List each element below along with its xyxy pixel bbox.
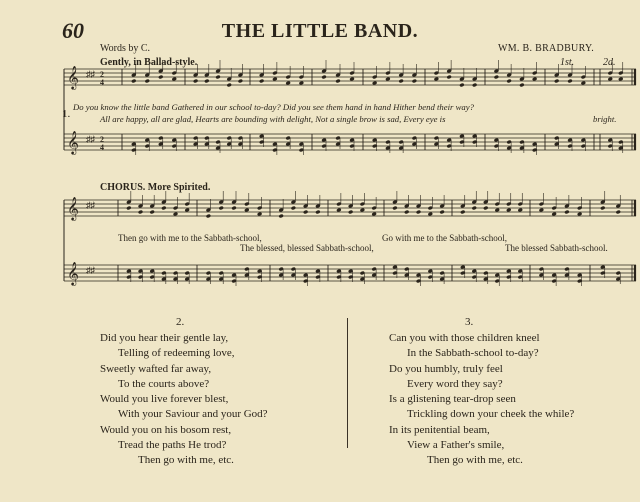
note-head <box>460 210 465 215</box>
verse-line: Do you humbly, truly feel <box>389 362 503 375</box>
note-head <box>272 77 277 82</box>
verse-line: Would you live forever blest, <box>100 393 229 406</box>
verse-line: In its penitential beam, <box>389 423 490 436</box>
note-head <box>472 206 477 211</box>
note-head <box>204 79 209 84</box>
note-head <box>193 79 198 84</box>
note-head <box>315 210 320 215</box>
treble-clef-icon: 𝄞 <box>67 130 79 154</box>
note-head <box>581 81 586 86</box>
note-head <box>616 210 621 215</box>
note-head <box>238 79 243 84</box>
note-head <box>138 210 143 215</box>
verse-3-text <box>389 331 574 469</box>
verse-line: To the courts above? <box>118 377 210 390</box>
note-head <box>299 81 304 86</box>
note-head <box>518 208 523 213</box>
key-signature-icon: ♯♯ <box>86 200 95 210</box>
words-credit: Words by C. <box>100 43 151 54</box>
composer-credit: WM. B. BRADBURY. <box>498 43 595 54</box>
note-head <box>131 79 136 84</box>
time-signature: 2 <box>100 135 104 144</box>
note-head <box>158 75 163 80</box>
note-head <box>285 81 290 86</box>
verse-line: Sweetly wafted far away, <box>100 362 212 375</box>
note-head <box>335 79 340 84</box>
note-head <box>218 206 223 211</box>
column-divider <box>347 318 348 448</box>
note-head <box>519 83 524 88</box>
verse-number: 1. <box>62 108 71 120</box>
note-head <box>434 77 439 82</box>
note-head <box>608 77 613 82</box>
note-head <box>303 210 308 215</box>
verse-line: Then go with me, etc. <box>427 454 523 467</box>
verse-line: Telling of redeeming love, <box>118 347 235 360</box>
verse-line: In the Sabbath-school to-day? <box>407 347 539 360</box>
lyric-line-2: All are happy, all are glad, Hearts are bounding with delight, Not a single brow is sad, Every eye is <box>100 114 446 124</box>
note-head <box>532 77 537 82</box>
verse-line: Tread the paths He trod? <box>118 439 227 452</box>
note-head <box>554 79 559 84</box>
note-head <box>495 208 500 213</box>
note-head <box>600 206 605 211</box>
note-head <box>173 212 178 217</box>
note-head <box>226 83 231 88</box>
note-head <box>428 212 433 217</box>
note-head <box>404 210 409 215</box>
first-ending-label: 1st. <box>560 57 575 68</box>
note-head <box>539 208 544 213</box>
note-head <box>278 214 283 219</box>
verse-line: Would you on his bosom rest, <box>100 423 232 436</box>
time-signature: 4 <box>100 143 104 152</box>
note-head <box>506 208 511 213</box>
note-head <box>371 212 376 217</box>
verse-line: Is a glistening tear-drop seen <box>389 393 516 406</box>
treble-clef-icon: 𝄞 <box>67 65 79 89</box>
key-signature-icon: ♯♯ <box>86 69 95 79</box>
note-head <box>459 83 464 88</box>
verse-3-number: 3. <box>465 316 474 328</box>
note-head <box>412 79 417 84</box>
chorus-lyric-b1: The blessed, blessed Sabbath-school, <box>240 243 374 253</box>
note-head <box>385 77 390 82</box>
note-head <box>398 79 403 84</box>
treble-clef-icon: 𝄞 <box>67 196 79 220</box>
note-head <box>439 210 444 215</box>
note-head <box>618 77 623 82</box>
note-head <box>149 210 154 215</box>
chorus-lyric-a2: Go with me to the Sabbath-school, <box>382 233 507 243</box>
note-head <box>321 75 326 80</box>
clefs <box>67 65 104 286</box>
note-head <box>257 212 262 217</box>
treble-clef-icon: 𝄞 <box>67 261 79 285</box>
chorus-heading: CHORUS. More Spirited. <box>100 182 211 193</box>
note-head <box>161 206 166 211</box>
note-head <box>206 214 211 219</box>
note-head <box>231 206 236 211</box>
note-head <box>184 208 189 213</box>
note-head <box>126 206 131 211</box>
note-head <box>372 81 377 86</box>
note-head <box>416 210 421 215</box>
note-head <box>551 212 556 217</box>
note-head <box>244 208 249 213</box>
note-head <box>348 210 353 215</box>
verse-line: Can you with those children kneel <box>389 332 540 344</box>
second-ending-label: 2d. <box>603 57 616 68</box>
note-head <box>392 206 397 211</box>
time-signature: 4 <box>100 78 104 87</box>
note-head <box>577 212 582 217</box>
verse-line: View a Father's smile, <box>407 439 505 452</box>
note-head <box>446 75 451 80</box>
verse-line: Trickling down your cheek the while? <box>407 408 575 421</box>
verse-line: Did you hear their gentle lay, <box>100 332 229 344</box>
note-head <box>145 79 150 84</box>
chorus-lyric-a1: Then go with me to the Sabbath-school, <box>118 233 262 243</box>
note-head <box>567 79 572 84</box>
verse-line: With your Saviour and your God? <box>118 408 268 421</box>
key-signature-icon: ♯♯ <box>86 134 95 144</box>
note-head <box>472 83 477 88</box>
note-head <box>336 208 341 213</box>
note-head <box>349 77 354 82</box>
lyric-line-1: Do you know the little band Gathered in our school to-day? Did you see them hand in hand Hither bend their way? <box>73 102 474 112</box>
tempo-marking: Gently, in Ballad-style. <box>100 57 198 68</box>
page-number: 60 <box>62 18 84 43</box>
key-signature-icon: ♯♯ <box>86 265 95 275</box>
verse-line: Then go with me, etc. <box>138 454 234 467</box>
chorus-lyric-b2: The blessed Sabbath-school. <box>505 243 608 253</box>
note-head <box>259 79 264 84</box>
verse-2-number: 2. <box>176 316 185 328</box>
note-head <box>564 210 569 215</box>
note-head <box>360 208 365 213</box>
note-head <box>215 75 220 80</box>
lyric-line-2-end: bright. <box>593 114 617 124</box>
time-signature: 2 <box>100 70 104 79</box>
note-head <box>506 79 511 84</box>
note-head <box>291 206 296 211</box>
note-head <box>494 75 499 80</box>
note-head <box>483 206 488 211</box>
note-head <box>172 77 177 82</box>
verse-2-text <box>100 331 268 469</box>
hymn-title: THE LITTLE BAND. <box>221 20 419 42</box>
verse-line: Every word they say? <box>407 377 503 390</box>
